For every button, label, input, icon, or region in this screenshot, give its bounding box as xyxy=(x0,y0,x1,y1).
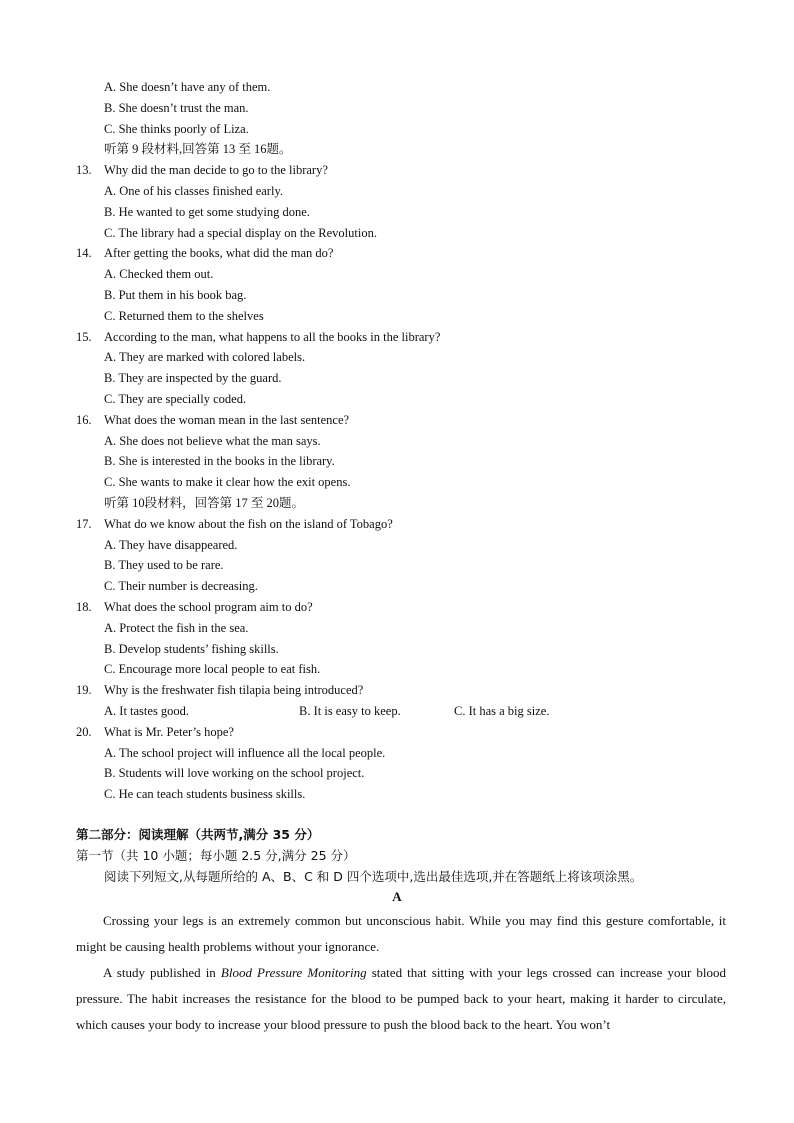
q19-option-c: C. It has a big size. xyxy=(454,704,550,718)
q16-option-a: A. She does not believe what the man says. xyxy=(104,434,321,448)
q18-number: 18. xyxy=(76,600,92,614)
q18-option-c: C. Encourage more local people to eat fish. xyxy=(104,662,321,676)
q13-option-c: C. The library had a special display on the Revolution. xyxy=(104,226,377,240)
q14-number: 14. xyxy=(76,246,92,260)
passage-paragraph-2 xyxy=(76,960,726,1038)
q18-option-b: B. Develop students’ fishing skills. xyxy=(104,642,279,656)
q19-number: 19. xyxy=(76,683,92,697)
q17-option-a: A. They have disappeared. xyxy=(104,538,238,552)
q15-option-a: A. They are marked with colored labels. xyxy=(104,350,306,364)
q18-option-a: A. Protect the fish in the sea. xyxy=(104,621,249,635)
q16-option-c: C. She wants to make it clear how the exit opens. xyxy=(104,475,351,489)
q13-option-a: A. One of his classes finished early. xyxy=(104,184,284,198)
q15-question: According to the man, what happens to all the books in the library? xyxy=(104,330,441,344)
para2-after: stated that sitting with your legs crossed can increase your blood pressure. The habit increases the resistance for the blood to be pumped back to your heart, making it harder to circulate, which causes your body to increase your blood pressure to push the blood back to the heart. You won’t xyxy=(76,965,726,1032)
q13-number: 13. xyxy=(76,163,92,177)
q12-option-a: A. She doesn’t have any of them. xyxy=(104,80,271,94)
q17-option-b: B. They used to be rare. xyxy=(104,558,224,572)
q20-option-c: C. He can teach students business skills. xyxy=(104,787,306,801)
q16-number: 16. xyxy=(76,413,92,427)
q17-number: 17. xyxy=(76,517,92,531)
reading-instruction: 阅读下列短文,从每题所给的 A、B、C 和 D 四个选项中,选出最佳选项,并在答题纸上将该项涂黑。 xyxy=(104,869,643,884)
journal-title: Blood Pressure Monitoring xyxy=(220,965,367,980)
passage-label: A xyxy=(392,889,402,904)
passage-paragraph-1: Crossing your legs is an extremely common but unconscious habit. While you may find this gesture comfortable, it might be causing health problems without your ignorance. xyxy=(76,913,726,954)
q15-option-b: B. They are inspected by the guard. xyxy=(104,371,282,385)
q18-question: What does the school program aim to do? xyxy=(104,600,313,614)
q13-option-b: B. He wanted to get some studying done. xyxy=(104,205,310,219)
q20-option-b: B. Students will love working on the school project. xyxy=(104,766,365,780)
q20-question: What is Mr. Peter’s hope? xyxy=(104,725,234,739)
q20-option-a: A. The school project will influence all the local people. xyxy=(104,746,386,760)
part2-heading: 第二部分：阅读理解（共两节,满分 35 分） xyxy=(76,827,320,842)
q17-option-c: C. Their number is decreasing. xyxy=(104,579,258,593)
q16-question: What does the woman mean in the last sentence? xyxy=(104,413,350,427)
q19-question: Why is the freshwater fish tilapia being introduced? xyxy=(104,683,364,697)
q20-number: 20. xyxy=(76,725,92,739)
q13-question: Why did the man decide to go to the library? xyxy=(104,163,328,177)
q15-number: 15. xyxy=(76,330,92,344)
para2-before: A study published in xyxy=(103,965,221,980)
q17-question: What do we know about the fish on the island of Tobago? xyxy=(104,517,393,531)
q14-option-c: C. Returned them to the shelves xyxy=(104,309,264,323)
q19-option-b: B. It is easy to keep. xyxy=(299,704,401,718)
q12-option-c: C. She thinks poorly of Liza. xyxy=(104,122,249,136)
section1-heading: 第一节（共 10 小题；每小题 2.5 分,满分 25 分） xyxy=(76,848,356,863)
q14-option-a: A. Checked them out. xyxy=(104,267,214,281)
section9-intro: 听第 9 段材料,回答第 13 至 16题。 xyxy=(104,142,292,156)
q14-option-b: B. Put them in his book bag. xyxy=(104,288,247,302)
q16-option-b: B. She is interested in the books in the library. xyxy=(104,454,335,468)
section10-intro: 听第 10段材料，回答第 17 至 20题。 xyxy=(104,496,305,510)
q19-option-a: A. It tastes good. xyxy=(104,704,190,718)
q12-option-b: B. She doesn’t trust the man. xyxy=(104,101,249,115)
q14-question: After getting the books, what did the man do? xyxy=(104,246,334,260)
q15-option-c: C. They are specially coded. xyxy=(104,392,247,406)
